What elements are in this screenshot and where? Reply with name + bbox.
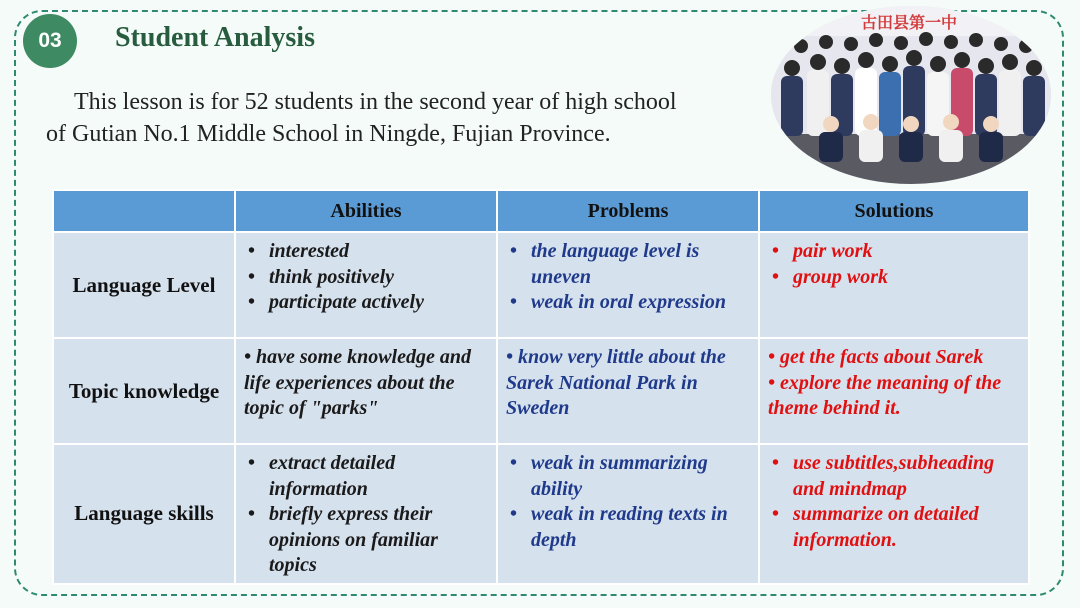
section-number-badge: 03 <box>23 14 77 68</box>
intro-line-2: of Gutian No.1 Middle School in Ningde, Fujian Province. <box>46 121 611 147</box>
list-item: • get the facts about Sarek <box>768 346 984 368</box>
list-item: • participate actively <box>244 290 488 316</box>
list-item: • weak in summarizing ability <box>506 451 750 502</box>
list-item: • think positively <box>244 265 488 291</box>
problems-cell <box>497 338 759 444</box>
list-item: • weak in oral expression <box>506 290 750 316</box>
photo-banner-text: 古田县第一中 <box>861 13 958 32</box>
list-item: • group work <box>768 265 1020 291</box>
list-item: • have some knowledge and life experiences about the topic of "parks" <box>244 346 471 419</box>
table-row <box>53 232 1029 338</box>
list-item: • summarize on detailed information. <box>768 502 1020 553</box>
header-problems: Problems <box>497 190 759 232</box>
intro-paragraph <box>46 86 776 150</box>
abilities-cell <box>235 232 497 338</box>
solutions-cell <box>759 338 1029 444</box>
class-group-photo <box>771 6 1051 184</box>
header-abilities: Abilities <box>235 190 497 232</box>
header-solutions: Solutions <box>759 190 1029 232</box>
list-item: • extract detailed information <box>244 451 488 502</box>
list-item: • weak in reading texts in depth <box>506 502 750 553</box>
list-item: • pair work <box>768 239 1020 265</box>
table-row <box>53 338 1029 444</box>
row-label-topic-knowledge: Topic knowledge <box>53 338 235 444</box>
list-item: • interested <box>244 239 488 265</box>
problems-cell <box>497 444 759 584</box>
problems-cell <box>497 232 759 338</box>
solutions-cell <box>759 232 1029 338</box>
solutions-cell <box>759 444 1029 584</box>
row-label-language-level: Language Level <box>53 232 235 338</box>
list-item: • the language level is uneven <box>506 239 750 290</box>
analysis-table <box>52 189 1030 585</box>
list-item: • explore the meaning of the theme behind it. <box>768 371 1002 419</box>
row-label-language-skills: Language skills <box>53 444 235 584</box>
intro-line-1: This lesson is for 52 students in the second year of high school <box>74 89 677 115</box>
abilities-cell <box>235 338 497 444</box>
table-header-row <box>53 190 1029 232</box>
list-item: • briefly express their opinions on familiar topics <box>244 502 488 579</box>
abilities-cell <box>235 444 497 584</box>
list-item: • use subtitles,subheading and mindmap <box>768 451 1020 502</box>
table-row <box>53 444 1029 584</box>
slide-title: Student Analysis <box>115 22 315 53</box>
list-item: • know very little about the Sarek National Park in Sweden <box>506 346 726 419</box>
header-corner <box>53 190 235 232</box>
